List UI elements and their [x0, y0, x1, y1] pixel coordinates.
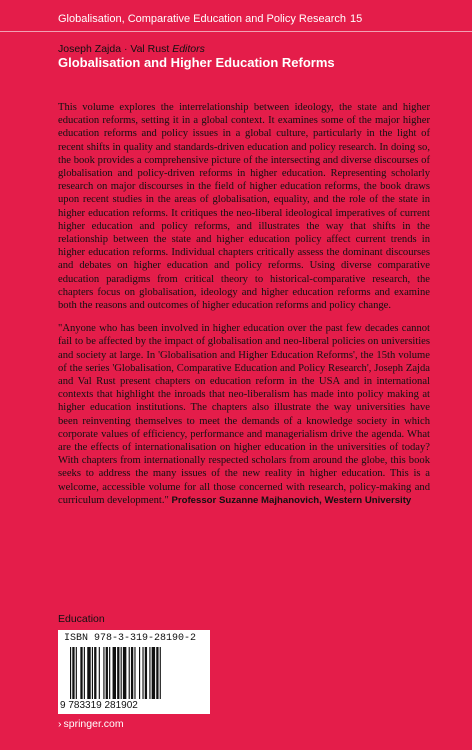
series-line: [58, 13, 362, 25]
barcode-bar: [106, 647, 108, 699]
endorsement-quote: "Anyone who has been involved in higher education over the past few decades cannot fail to be affected by the impact of globalisation and neo-liberal policies on universities and society at large. In 'Globalisation and Higher Education Reforms', the 15th volume of the series 'Globalisation, Comparative Education and Policy Research', Joseph Zajda and Val Rust present chapters on education reform in the USA and in international contexts that highlight the inroads that neo-liberalism has made into policy making at higher education institutions. The chapters also illustrate the way universities have been reinventing themselves to meet the demands of a knowledge society in which corporate values of efficiency, performance and managerialism drive the agenda. What are the effects of internationalisation on higher education in the universities of today? With chapters from internationally respected scholars from around the globe, this book seeks to address the many issues of the new reality in higher education. This is a welcome, accessible volume for all those concerned with research, policy-making and curriculum development.": [58, 323, 430, 506]
barcode-bar: [142, 647, 143, 699]
editor-role: Editors: [172, 43, 205, 55]
barcode-bar: [121, 647, 122, 699]
barcode-bar: [76, 647, 77, 699]
barcode-digits: 9 783319 281902: [60, 700, 138, 711]
barcode-bar: [145, 647, 147, 699]
barcode-bar: [152, 647, 155, 699]
barcode-bar: [149, 647, 150, 699]
barcode-bar: [131, 647, 133, 699]
barcode-bar: [129, 647, 130, 699]
barcode-bar: [134, 647, 135, 699]
blurb-paragraph: This volume explores the interrelationship between ideology, the state and higher education reforms, setting it in a global context. It examines some of the major higher education reforms and policy issues in a global culture, particularly in the light of recent shifts in quality and standards-driven education and policy research. In doing so, the book provides a comprehensive picture of the intersecting and diverse discourses of globalisation and policy-driven reforms in higher education. Representing scholarly research on major discourses in the field of higher education reforms, the book draws upon recent studies in the areas of globalisation, equality, and the role of the state in higher education reforms. It critiques the neo-liberal ideological imperatives of current higher education and policy reforms, and illustrates the way that shifts in the relationship between the state and higher education policy affect current trends in higher education reforms. Individual chapters critically assess the dominant discourses and debates on higher education and policy reforms. Using diverse comparative education paradigms from critical theory to historical-comparative research, the chapters focus on globalisation, ideology and higher education reforms and examine both the reasons and outcomes of higher education reforms and policy change.: [58, 102, 430, 312]
barcode-bar: [92, 647, 93, 699]
barcode-bars: [70, 647, 200, 699]
barcode-bar: [113, 647, 116, 699]
barcode-bar: [94, 647, 96, 699]
barcode-bar: [117, 647, 119, 699]
barcode-bar: [70, 647, 71, 699]
barcode-bar: [156, 647, 158, 699]
blurb: [58, 101, 430, 517]
barcode-bar: [160, 647, 161, 699]
series-number: 15: [350, 13, 363, 25]
barcode-bar: [103, 647, 104, 699]
barcode-bar: [80, 647, 82, 699]
editors-line: [58, 43, 205, 55]
barcode-bar: [139, 647, 140, 699]
isbn-label: ISBN 978-3-319-28190-2: [64, 633, 197, 644]
barcode-bar: [109, 647, 110, 699]
arrow-icon: ›: [58, 718, 62, 730]
barcode-bar: [99, 647, 100, 699]
barcode-bar: [87, 647, 90, 699]
endorsement: [58, 322, 430, 507]
endorser-name: Professor Suzanne Majhanovich, Western University: [171, 494, 412, 506]
publisher-url-text: springer.com: [63, 718, 124, 730]
barcode-bar: [72, 647, 74, 699]
publisher-url: [58, 718, 124, 730]
series-name: Globalisation, Comparative Education and Policy Research: [58, 13, 346, 25]
subject-category: Education: [58, 613, 105, 625]
book-title: Globalisation and Higher Education Reforms: [58, 55, 335, 70]
barcode-bar: [123, 647, 126, 699]
editor-names: Joseph Zajda · Val Rust: [58, 43, 170, 55]
header-rule: [0, 31, 472, 32]
barcode-bar: [84, 647, 85, 699]
barcode-box: [58, 630, 210, 714]
